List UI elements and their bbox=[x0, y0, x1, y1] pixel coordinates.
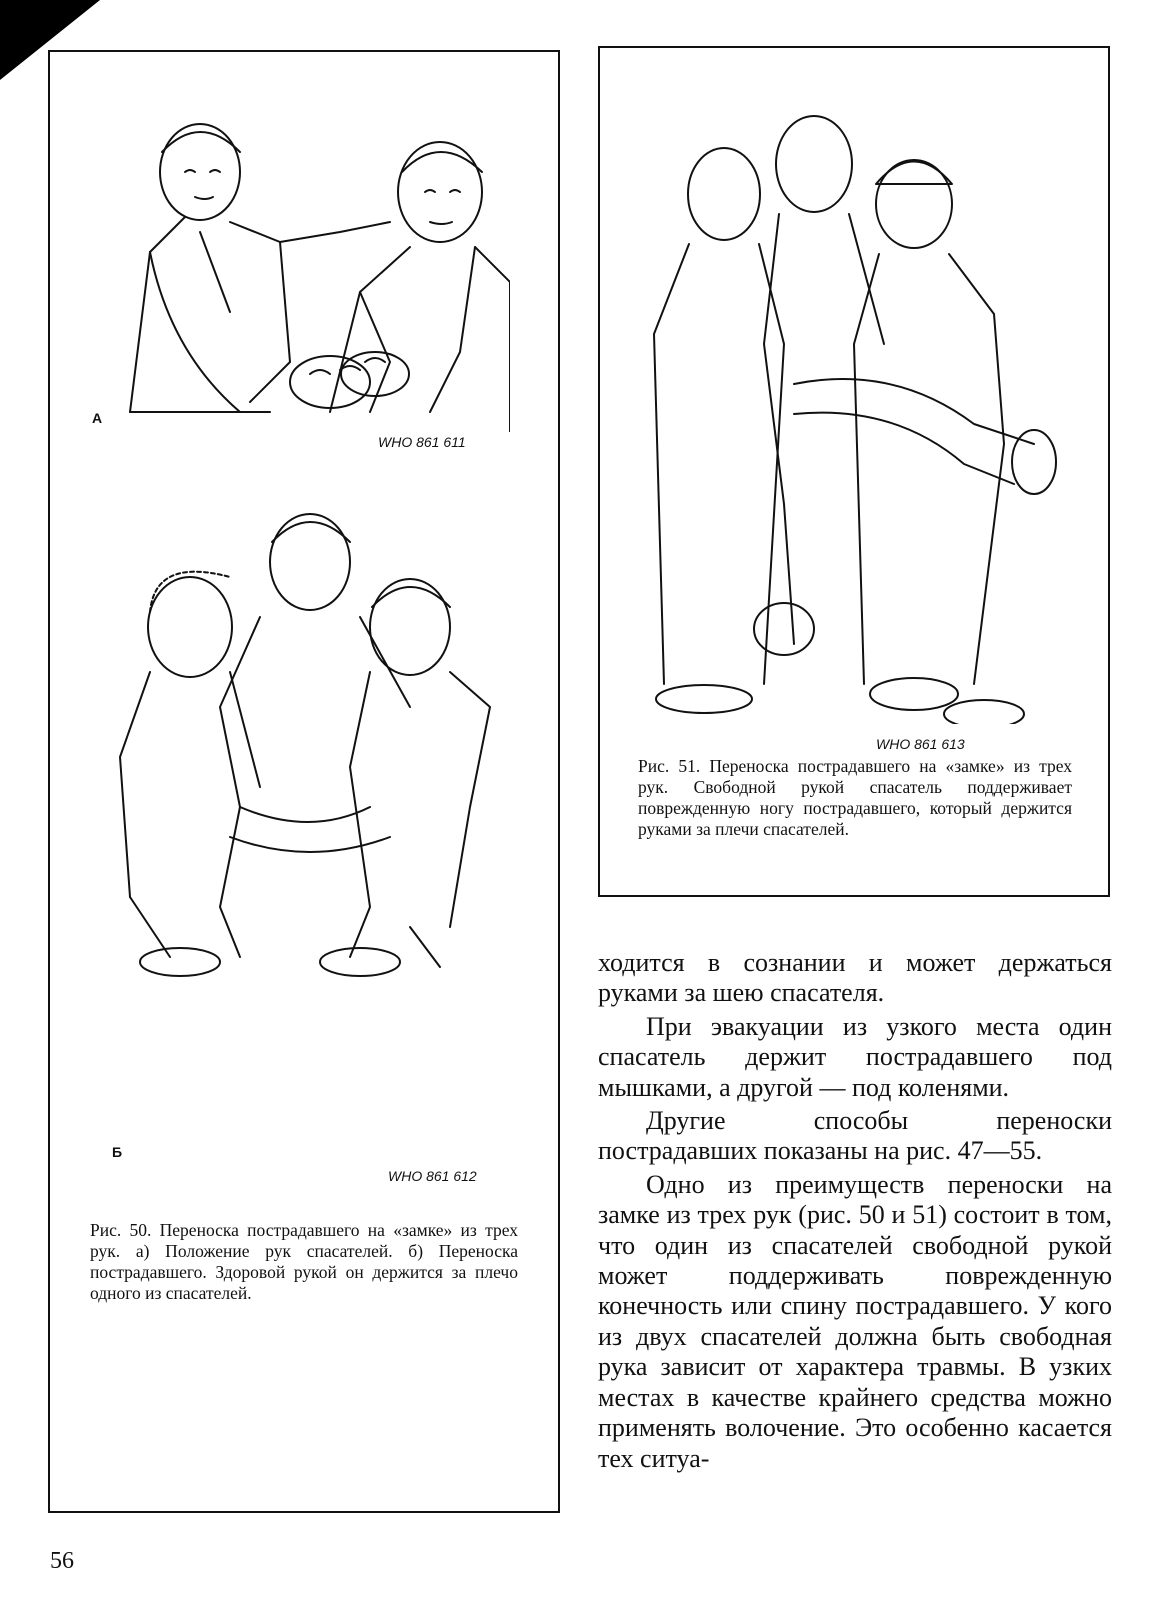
body-paragraph-4: Одно из преимуществ переноски на замке из трех рук (рис. 50 и 51) состоит в том, что один из спасателей свободной рукой может поддерживать поврежденную конечность или спину пострадавшего. У кого из двух спасателей должна быть свободная рука зависит от характера травмы. В узких местах в качестве крайнего средства можно применять волочение. Это особенно касается тех ситуа- bbox=[598, 1169, 1112, 1473]
page-number: 56 bbox=[50, 1548, 74, 1574]
figure-51-code: WHO 861 613 bbox=[876, 736, 965, 752]
figure-50a-illustration bbox=[90, 112, 510, 432]
body-paragraph-3: Другие способы переноски пострадавших показаны на рис. 47—55. bbox=[598, 1106, 1112, 1166]
body-paragraph-2: При эвакуации из узкого места один спасатель держит пострадавшего под мышками, а другой — под коленями. bbox=[598, 1011, 1112, 1102]
figure-50a-code: WHO 861 611 bbox=[378, 434, 466, 450]
figure-51-caption-text: Рис. 51. Переноска пострадавшего на «замке» из трех рук. Свободной рукой спасатель поддерживает поврежденную ногу пострадавшего, который держится руками за плечи спасателей. bbox=[638, 756, 1072, 839]
panel-b-label: Б bbox=[112, 1144, 123, 1160]
figure-50b-code: WHO 861 612 bbox=[388, 1168, 477, 1184]
figure-51-frame bbox=[598, 46, 1110, 897]
figure-50-caption-text: Рис. 50. Переноска пострадавшего на «замке» из трех рук. а) Положение рук спасателей. б) Переноска пострадавшего. Здоровой рукой он держится за плечо одного из спасателей. bbox=[90, 1220, 518, 1303]
body-paragraph-1: ходится в сознании и может держаться руками за шею спасателя. bbox=[598, 948, 1112, 1008]
figure-51-illustration bbox=[644, 84, 1064, 724]
body-text bbox=[598, 948, 1112, 1477]
figure-51-caption bbox=[638, 756, 1072, 840]
figure-50-frame bbox=[48, 50, 560, 1513]
panel-a-label: А bbox=[92, 410, 103, 426]
figure-50-caption bbox=[90, 1220, 518, 1304]
figure-50b-illustration bbox=[110, 507, 510, 977]
